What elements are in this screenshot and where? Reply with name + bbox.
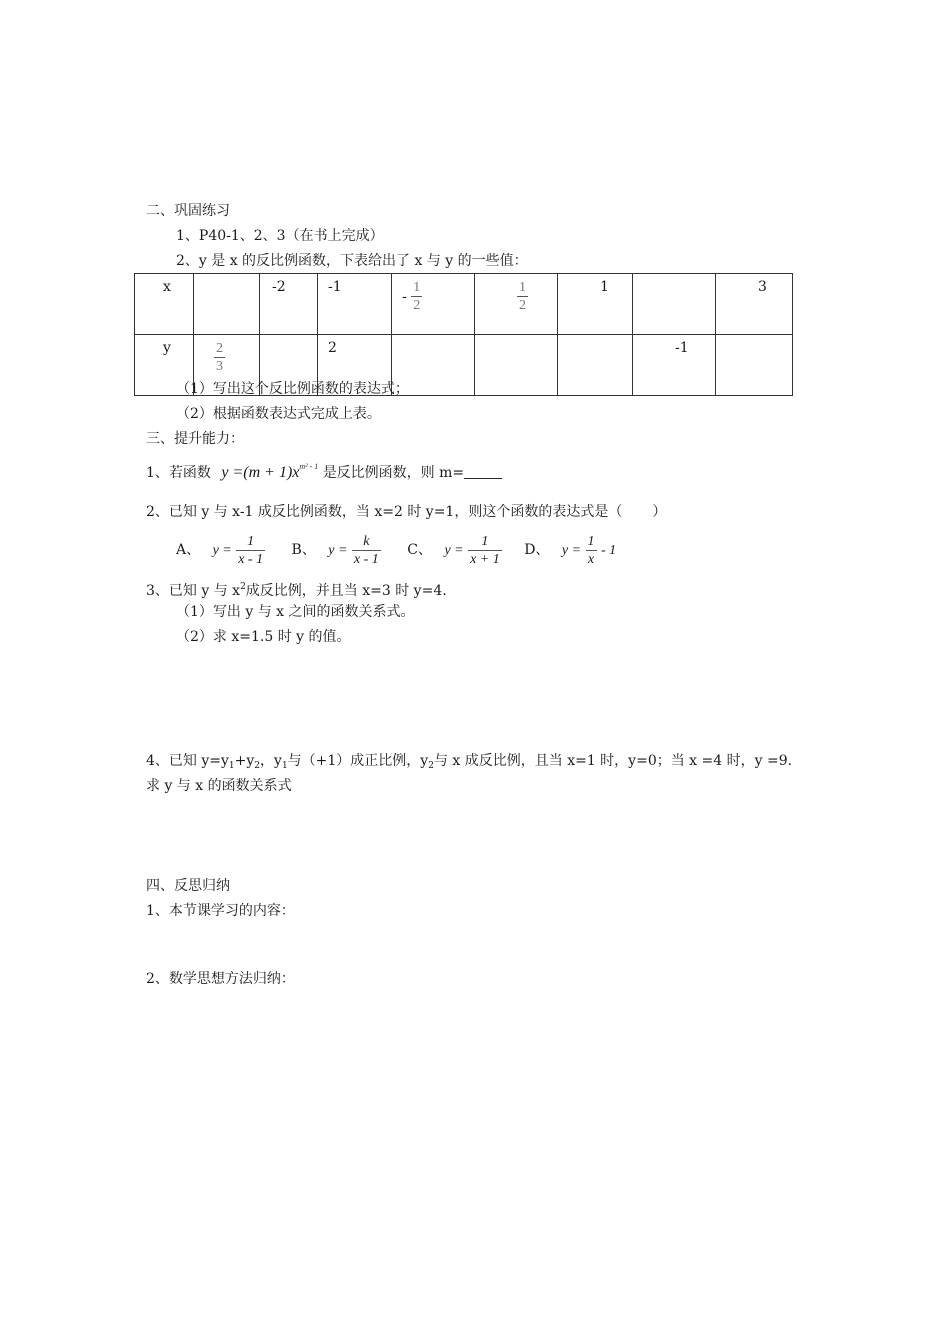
fraction-half: $\frac{1}{2}$ <box>413 280 421 313</box>
formula-exponent: m² - 1 <box>299 462 319 471</box>
reflection-2: 2、数学思想方法归纳： <box>146 971 295 987</box>
x-cell-one: 1 <box>558 274 633 335</box>
x-cell-empty <box>633 274 716 335</box>
option-d: D、 y = $\frac{1}{x}$ - 1 <box>524 533 617 567</box>
fraction-two-thirds: $\frac{2}{3}$ <box>216 341 223 374</box>
x-cell-neg2: -2 <box>260 274 318 335</box>
answer-options <box>176 530 616 571</box>
question-3-sub-2: （2）求 x=1.5 时 y 的值。 <box>176 629 351 645</box>
section-4-title: 四、反思归纳 <box>146 878 230 894</box>
sub-question-2: （2）根据函数表达式完成上表。 <box>176 406 381 422</box>
y-label-cell: y <box>135 335 194 396</box>
value-table <box>134 273 793 396</box>
formula-function: y =(m + 1)x <box>221 464 300 481</box>
option-a: A、 y = $\frac{1}{x - 1}$ <box>176 533 264 567</box>
x-cell-empty <box>194 274 260 335</box>
answer-blank <box>464 464 502 479</box>
y-cell-neg1: -1 <box>633 335 716 396</box>
y-cell-two: 2 <box>318 335 392 396</box>
y-cell-empty <box>716 335 793 396</box>
question-3-sub-1: （1）写出 y 与 x 之间的函数关系式。 <box>176 604 415 620</box>
option-c: C、 y = $\frac{1}{x + 1}$ <box>407 533 500 567</box>
x-row <box>135 274 793 335</box>
question-1: 1、若函数 $y =(m + 1)x^{m^2 - 1}$ 是反比例函数，则 m= <box>146 458 502 482</box>
reflection-1: 1、本节课学习的内容： <box>146 903 295 919</box>
section-2-title: 二、巩固练习 <box>146 203 230 219</box>
y-cell-empty <box>558 335 633 396</box>
exercise-1: 1、P40-1、2、3（在书上完成） <box>176 228 384 244</box>
y-cell-empty <box>475 335 558 396</box>
question-3: 3、已知 y 与 $x^2$成反比例，并且当 x=3 时 y=4. <box>146 582 447 599</box>
question-2: 2、已知 y 与 x-1 成反比例函数，当 x=2 时 y=1，则这个函数的表达式是（ ） <box>146 504 667 520</box>
question-4-line-2: 求 y 与 x 的函数关系式 <box>146 778 292 794</box>
x-label-cell: x <box>135 274 194 335</box>
section-3-title: 三、提升能力： <box>146 431 244 447</box>
x-cell-neg1: -1 <box>318 274 392 335</box>
option-b: B、 y = $\frac{k}{x - 1}$ <box>291 533 379 567</box>
sub-question-1: （1）写出这个反比例函数的表达式； <box>176 381 409 397</box>
question-4: 4、已知 $y=y_1+y_2$，$y_1$与（+1）成正比例，$y_2$与 x 成反比例，且当 x=1 时，y=0；当 x =4 时，y =9. <box>146 753 793 771</box>
x-cell-three: 3 <box>716 274 793 335</box>
exercise-2: 2、y 是 x 的反比例函数，下表给出了 x 与 y 的一些值： <box>176 253 528 269</box>
x-cell-neg-half: - $\frac{1}{2}$ <box>392 274 475 335</box>
fraction-half: $\frac{1}{2}$ <box>519 280 526 313</box>
x-cell-half <box>475 274 558 335</box>
